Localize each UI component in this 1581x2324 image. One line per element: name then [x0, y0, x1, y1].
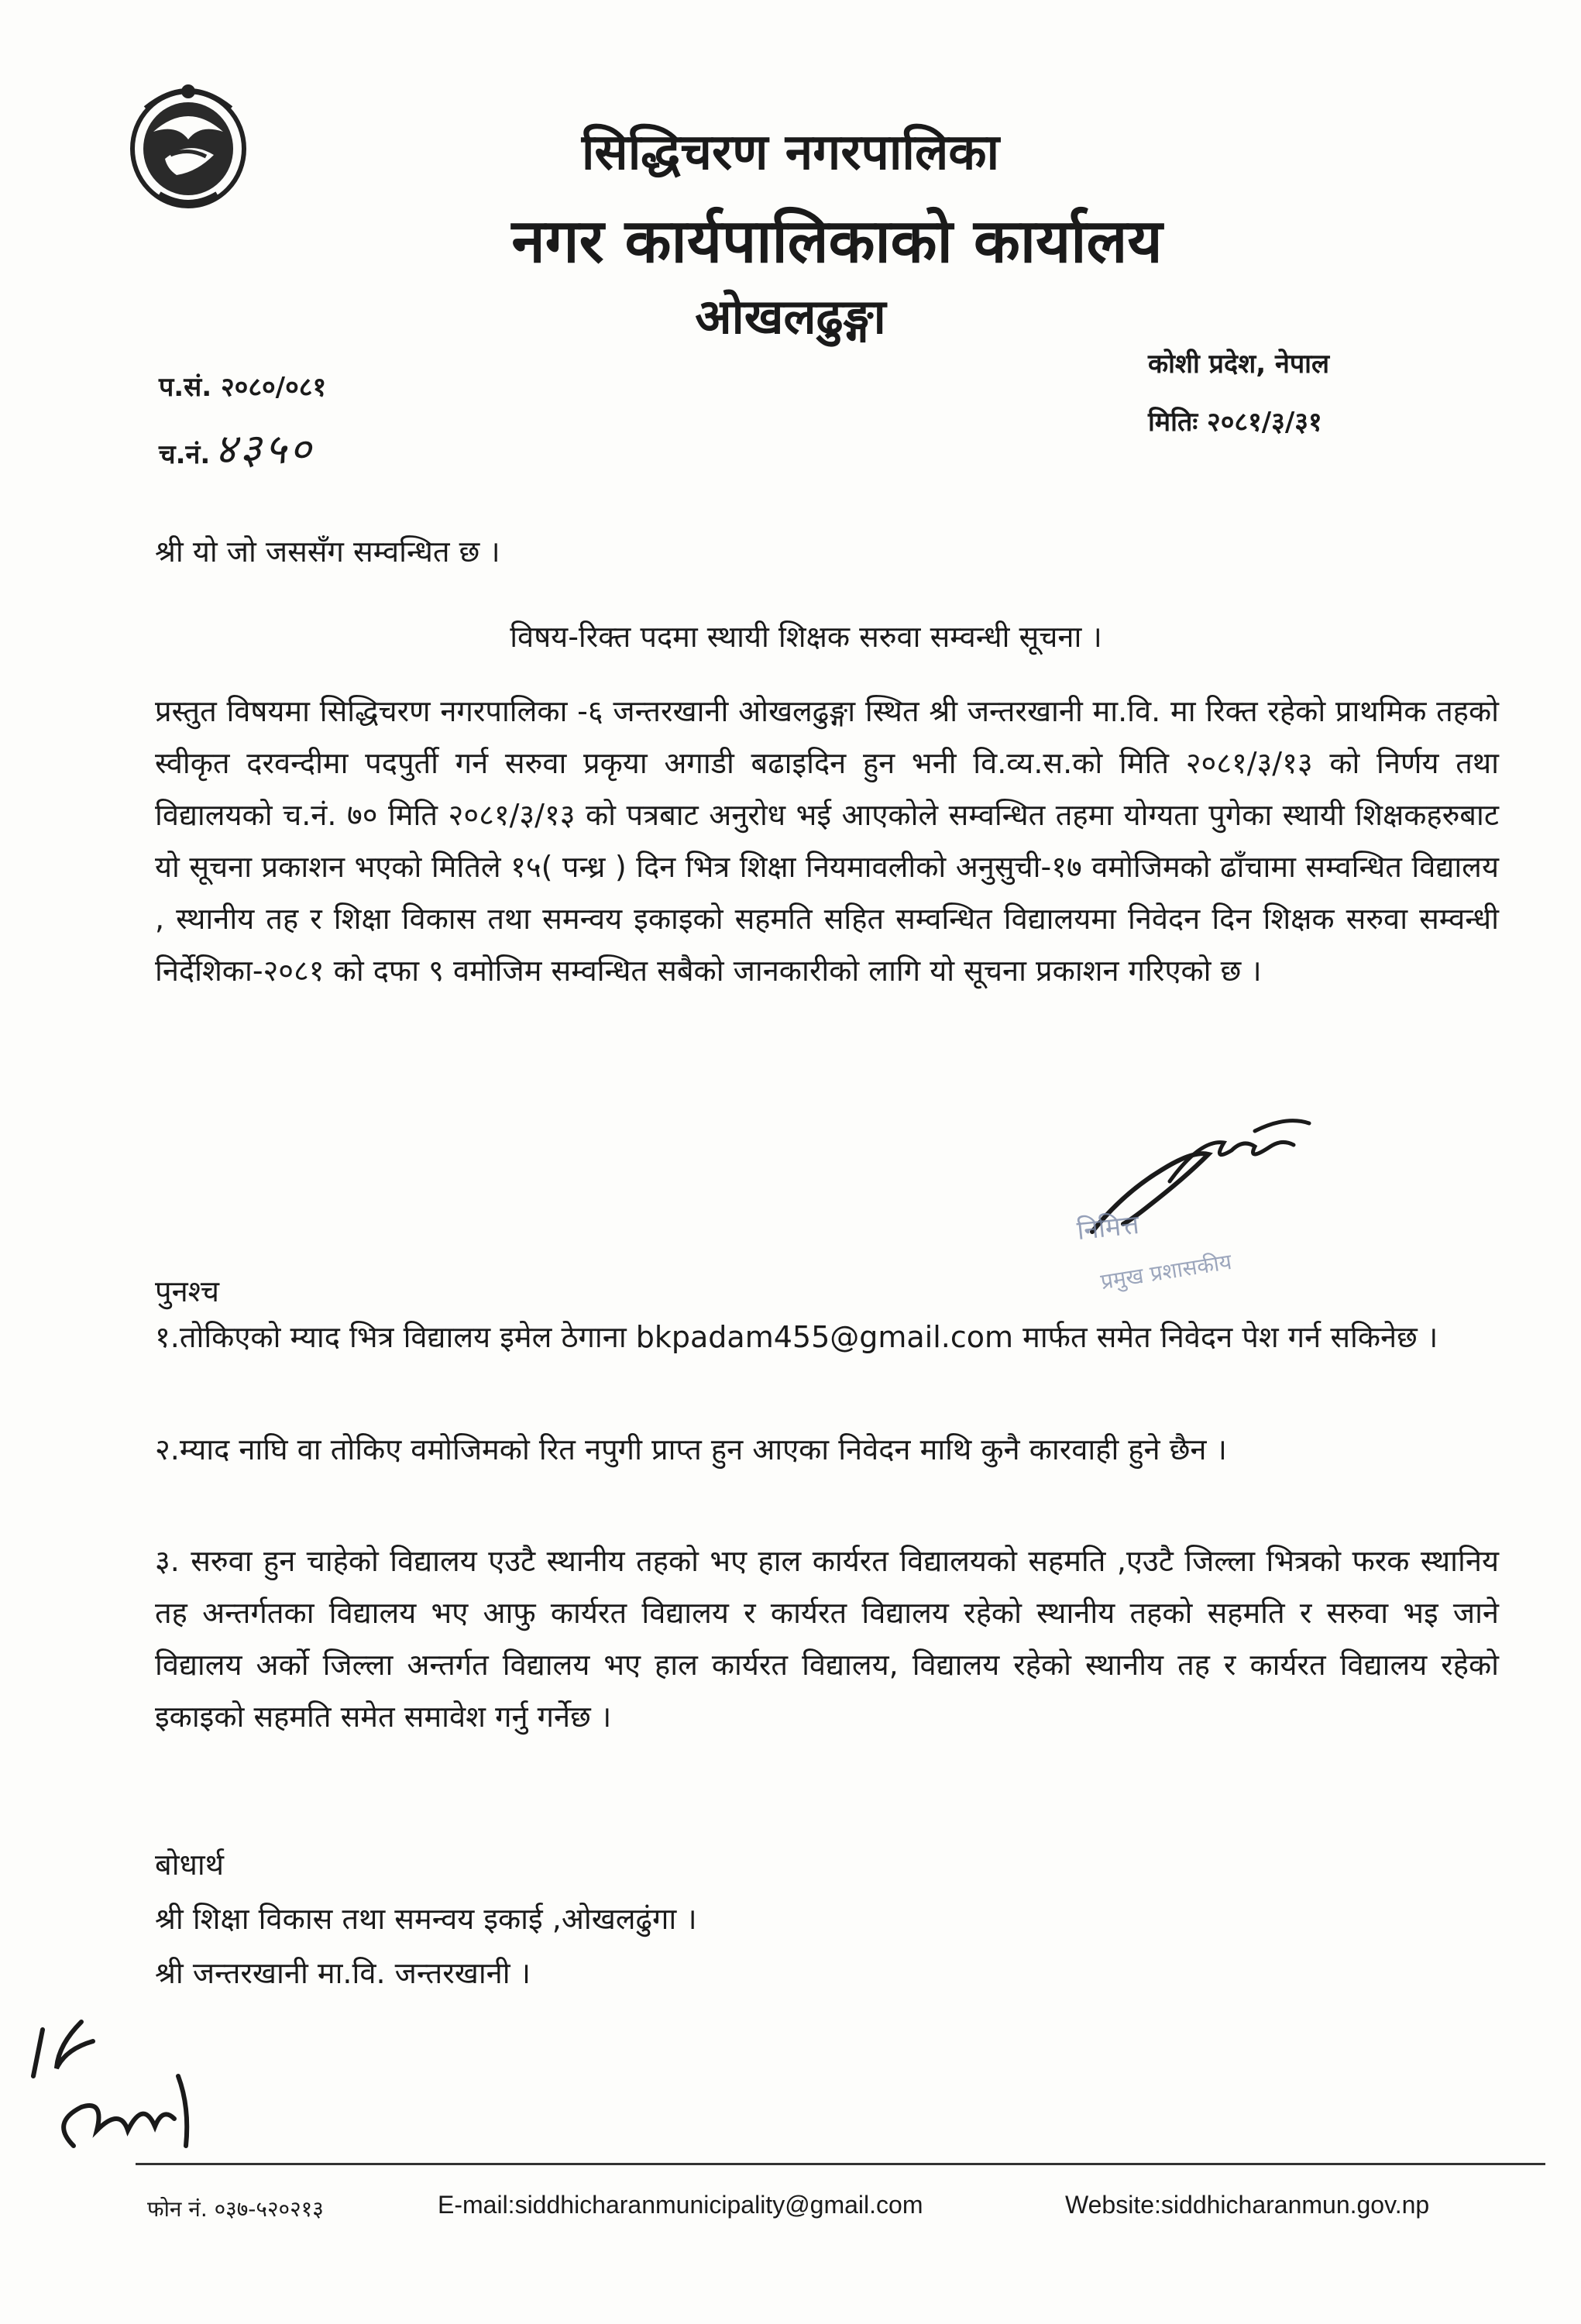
dispatch-number-value: ४३५०: [215, 425, 314, 473]
footer-email: E-mail:siddhicharanmunicipality@gmail.com: [438, 2191, 923, 2219]
cc-title: बोधार्थ: [155, 1848, 225, 1882]
cc-recipient: श्री शिक्षा विकास तथा समन्वय इकाई ,ओखलढुंगा ।: [155, 1902, 697, 1936]
postscript-item: ३. सरुवा हुन चाहेको विद्यालय एउटै स्थानीय तहको भए हाल कार्यरत विद्यालयको सहमति ,एउटै जिल्ला भित्रको फरक स्थानिय तह अन्तर्गतका विद्यालय भए आफु कार्यरत विद्यालय र कार्यरत विद्यालय रहेको स्थानीय तहको सहमति र सरुवा भइ जाने विद्यालय अर्को जिल्ला अन्तर्गत विद्यालय भए हाल कार्यरत विद्यालय, विद्यालय रहेको स्थानीय तह र कार्यरत विद्यालय रहेको इकाइको सहमति समेत समावेश गर्नु गर्नेछ ।: [155, 1544, 1499, 1734]
letter-serial-number: प.सं. २०८०/०८१: [159, 372, 327, 403]
office-name: नगर कार्यपालिकाको कार्यालय: [511, 207, 1163, 277]
notice-body: प्रस्तुत विषयमा सिद्धिचरण नगरपालिका -६ जन्तरखानी ओखलढुङ्गा स्थित श्री जन्तरखानी मा.वि. मा रिक्त रहेको प्राथमिक तहको स्वीकृत दरवन्दीमा पदपुर्ती गर्न सरुवा प्रकृया अगाडी बढाइदिन हुन भनी वि.व्य.स.को मिति २०८१/३/१३ को निर्णय तथा विद्यालयको च.नं. ७० मिति २०८१/३/१३ को पत्रबाट अनुरोध भई आएकोले सम्वन्धित तहमा योग्यता पुगेका स्थायी शिक्षकहरुबाट यो सूचना प्रकाशन भएको मितिले १५( पन्ध्र ) दिन भित्र शिक्षा नियमावलीको अनुसुची-१७ वमोजिमको ढाँचामा सम्वन्धित विद्यालय , स्थानीय तह र शिक्षा विकास तथा समन्वय इकाइको सहमति सहित सम्वन्धित विद्यालयमा निवेदन दिन शिक्षक सरुवा सम्वन्धी निर्देशिका-२०८१ को दफा ९ वमोजिम सम्वन्धित सबैको जानकारीको लागि यो सूचना प्रकाशन गरिएको छ ।: [155, 694, 1499, 988]
cc-recipient: श्री जन्तरखानी मा.वि. जन्तरखानी ।: [155, 1956, 531, 1990]
handwritten-initial: [19, 2014, 221, 2169]
office-stamp: [1077, 1208, 1387, 1325]
postscript-title: पुनश्च: [155, 1274, 219, 1308]
subject-line: विषय-रिक्त पदमा स्थायी शिक्षक सरुवा सम्वन्धी सूचना ।: [510, 620, 1102, 654]
footer-website: Website:siddhicharanmun.gov.np: [1065, 2191, 1430, 2219]
footer-phone: फोन नं. ०३७-५२०२१३: [147, 2196, 324, 2222]
province-label: कोशी प्रदेश, नेपाल: [1148, 349, 1329, 380]
municipality-name: सिद्धिचरण नगरपालिका: [581, 124, 1000, 181]
stamp-line-2: प्रमुख प्रशासकीय: [1098, 1248, 1234, 1295]
letter-date: मितिः २०८१/३/३१: [1148, 407, 1322, 438]
stamp-line-1: निमित्त: [1075, 1208, 1141, 1247]
postscript-item: १.तोकिएको म्याद भित्र विद्यालय इमेल ठेगाना bkpadam455@gmail.com मार्फत समेत निवेदन पेश गर्न सकिनेछ ।: [155, 1320, 1438, 1354]
dispatch-number-label: च.नं.: [159, 439, 211, 470]
district-name: ओखलढुङ्गा: [695, 288, 886, 345]
addressee: श्री यो जो जससँग सम्वन्धित छ ।: [155, 535, 500, 569]
dispatch-number: [159, 418, 314, 476]
footer-divider: [136, 2163, 1545, 2165]
postscript-item: २.म्याद नाघि वा तोकिए वमोजिमको रित नपुगी प्राप्त हुन आएका निवेदन माथि कुनै कारवाही हुने छैन ।: [155, 1432, 1227, 1466]
